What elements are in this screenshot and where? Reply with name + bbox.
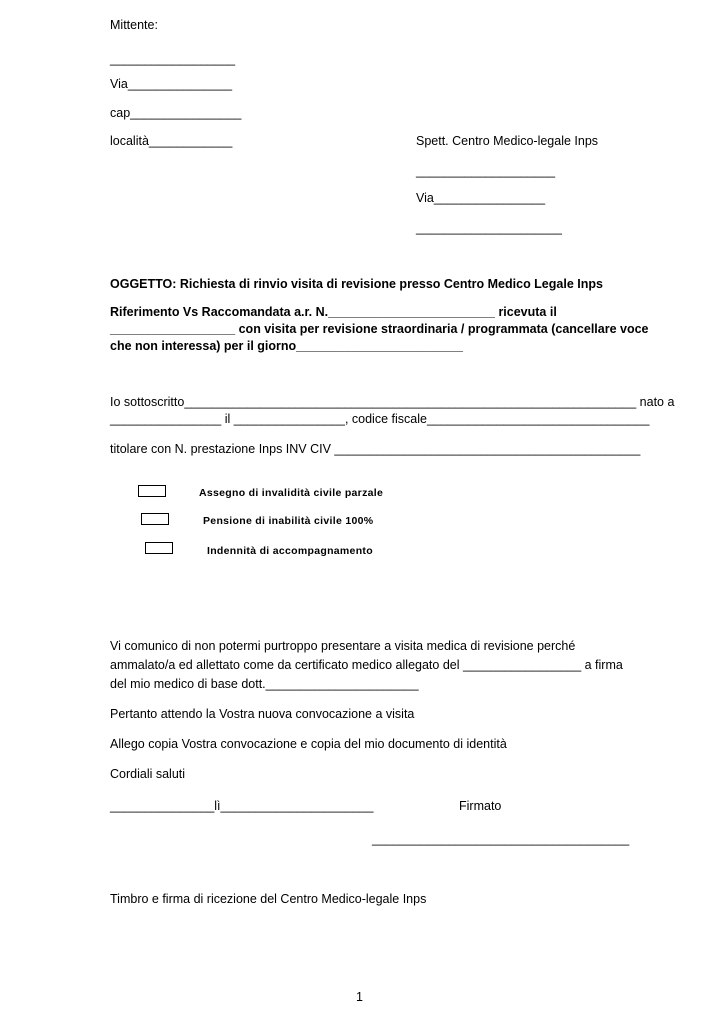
body-para1-line2: ammalato/a ed allettato come da certificato medico allegato del _________________ a firma xyxy=(110,658,623,672)
sender-label: Mittente: xyxy=(110,18,158,32)
recipient-line-3[interactable]: _____________________ xyxy=(416,221,562,235)
place-date-field[interactable]: _______________lì______________________ xyxy=(110,799,374,813)
sender-cap-field[interactable]: cap________________ xyxy=(110,106,242,120)
signed-label: Firmato xyxy=(459,799,502,813)
body-para3: Allego copia Vostra convocazione e copia del mio documento di identità xyxy=(110,737,507,751)
recipient-line-1[interactable]: ____________________ xyxy=(416,164,556,178)
option-label: Pensione di inabilità civile 100% xyxy=(203,515,374,527)
sender-via-field[interactable]: Via_______________ xyxy=(110,77,233,91)
signature-line[interactable]: _____________________________________ xyxy=(372,832,630,846)
body-para2: Pertanto attendo la Vostra nuova convocazione a visita xyxy=(110,707,415,721)
reception-stamp-label: Timbro e firma di ricezione del Centro Medico-legale Inps xyxy=(110,892,427,906)
closing-greeting: Cordiali saluti xyxy=(110,767,186,781)
sender-name-field[interactable]: __________________ xyxy=(110,52,236,66)
declarant-line-2: ________________ il ________________, codice fiscale________________________________ xyxy=(110,412,650,426)
reference-line-2: __________________ con visita per revisione straordinaria / programmata (cancellare voce xyxy=(110,322,649,336)
body-para1-line3: del mio medico di base dott.______________________ xyxy=(110,677,419,691)
option-label: Indennità di accompagnamento xyxy=(207,545,373,557)
page-number: 1 xyxy=(356,990,363,1004)
option-label: Assegno di invalidità civile parzale xyxy=(199,487,384,499)
subject-heading: OGGETTO: Richiesta di rinvio visita di revisione presso Centro Medico Legale Inps xyxy=(110,277,603,291)
body-para1-line1: Vi comunico di non potermi purtroppo presentare a visita medica di revisione perché xyxy=(110,639,576,653)
declarant-line-3: titolare con N. prestazione Inps INV CIV ____________________________________________ xyxy=(110,442,641,456)
declarant-line-1: Io sottoscritto_________________________________________________________________ nato a xyxy=(110,395,675,409)
checkbox-pensione[interactable] xyxy=(141,513,169,525)
reference-line-3: che non interessa) per il giorno________________________ xyxy=(110,339,463,353)
sender-localita-field[interactable]: località____________ xyxy=(110,134,233,148)
checkbox-indennita[interactable] xyxy=(145,542,173,554)
reference-line-1: Riferimento Vs Raccomandata a.r. N.________________________ ricevuta il xyxy=(110,305,557,319)
checkbox-assegno[interactable] xyxy=(138,485,166,497)
recipient-title: Spett. Centro Medico-legale Inps xyxy=(416,134,599,148)
recipient-via-field[interactable]: Via________________ xyxy=(416,191,546,205)
